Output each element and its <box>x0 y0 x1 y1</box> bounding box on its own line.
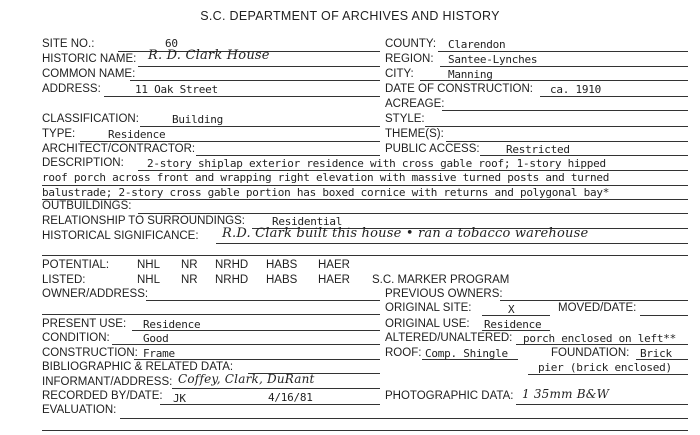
previous-owners-label: PREVIOUS OWNERS: <box>385 288 503 300</box>
previous-owners-underline <box>500 300 688 301</box>
style-label: STYLE: <box>385 113 425 125</box>
architect-underline <box>196 155 380 156</box>
recorded-date-value: 4/16/81 <box>268 391 313 404</box>
city-underline <box>420 80 688 81</box>
listed-haer[interactable]: HAER <box>318 274 350 286</box>
public-access-label: PUBLIC ACCESS: <box>385 143 480 155</box>
common-name-label: COMMON NAME: <box>42 68 136 80</box>
potential-habs[interactable]: HABS <box>266 259 298 271</box>
classification-underline <box>140 126 380 127</box>
acreage-label: ACREAGE: <box>385 98 445 110</box>
common-name-underline <box>130 80 380 81</box>
photographic-data-value: 1 35mm B&W <box>522 387 610 401</box>
historic-name-underline <box>138 66 380 67</box>
description-underline-3 <box>42 199 688 200</box>
recorded-by-underline <box>160 404 380 405</box>
bottom-rule <box>42 430 688 431</box>
evaluation-label: EVALUATION: <box>42 404 117 416</box>
recorded-by-value: JK <box>173 392 186 405</box>
foundation-underline-2 <box>528 374 688 375</box>
region-label: REGION: <box>385 53 434 65</box>
condition-value: Good <box>143 332 169 345</box>
altered-value: porch enclosed on left** <box>523 332 676 345</box>
original-use-value: Residence <box>484 318 542 331</box>
city-label: CITY: <box>385 68 414 80</box>
acreage-underline <box>442 110 688 111</box>
description-line-3: balustrade; 2-story cross gable portion has boxed cornice with returns and polygonal bay* <box>42 186 610 199</box>
original-use-label: ORIGINAL USE: <box>385 318 470 330</box>
historic-name-label: HISTORIC NAME: <box>42 53 137 65</box>
condition-label: CONDITION: <box>42 332 110 344</box>
bibliographic-label: BIBLIOGRAPHIC & RELATED DATA: <box>42 361 234 373</box>
potential-nhl[interactable]: NHL <box>137 259 161 271</box>
original-site-underline <box>482 315 550 316</box>
site-no-label: SITE NO.: <box>42 38 95 50</box>
historic-name-value: R. D. Clark House <box>148 48 270 63</box>
altered-underline <box>516 344 688 345</box>
foundation-value: Brick <box>640 347 672 360</box>
photographic-data-label: PHOTOGRAPHIC DATA: <box>385 390 514 402</box>
theme-label: THEME(S): <box>385 128 444 140</box>
construction-label: CONSTRUCTION: <box>42 347 138 359</box>
historical-significance-underline <box>216 243 688 244</box>
historical-significance-label: HISTORICAL SIGNIFICANCE: <box>42 230 199 242</box>
potential-nr[interactable]: NR <box>181 259 198 271</box>
outbuildings-label: OUTBUILDINGS: <box>42 200 132 212</box>
listed-nrhd[interactable]: NRHD <box>215 274 249 286</box>
foundation-underline <box>636 359 688 360</box>
moved-date-label: MOVED/DATE: <box>558 302 637 314</box>
outbuildings-underline <box>138 213 688 214</box>
theme-underline <box>446 141 688 142</box>
listed-habs[interactable]: HABS <box>266 274 298 286</box>
county-label: COUNTY: <box>385 38 437 50</box>
potential-label: POTENTIAL: <box>42 259 110 271</box>
construction-underline <box>134 359 380 360</box>
page-title: S.C. DEPARTMENT OF ARCHIVES AND HISTORY <box>200 9 500 23</box>
classification-label: CLASSIFICATION: <box>42 113 139 125</box>
original-use-underline <box>482 330 550 331</box>
construction-value: Frame <box>143 347 175 360</box>
county-value: Clarendon <box>448 38 506 51</box>
site-no-value: 60 <box>165 37 178 50</box>
photographic-data-underline <box>516 404 688 405</box>
type-label: TYPE: <box>42 128 76 140</box>
section-divider <box>42 255 688 256</box>
moved-date-underline <box>640 315 688 316</box>
date-construction-label: DATE OF CONSTRUCTION: <box>385 83 534 95</box>
original-site-label: ORIGINAL SITE: <box>385 302 472 314</box>
condition-underline <box>112 344 380 345</box>
recorded-by-label: RECORDED BY/DATE: <box>42 390 163 402</box>
county-underline <box>438 51 688 52</box>
region-value: Santee-Lynches <box>448 53 538 66</box>
public-access-value: Restricted <box>506 143 570 156</box>
original-site-value: X <box>508 303 515 316</box>
owner-address-underline-2 <box>42 314 380 315</box>
description-line-1: 2-story shiplap exterior residence with cross gable roof; 1-story hipped <box>147 157 606 170</box>
description-line-2: roof porch across front and wrapping right elevation with massive turned posts and turned <box>42 171 610 184</box>
relationship-value: Residential <box>272 215 343 228</box>
classification-value: Building <box>172 113 223 126</box>
address-value: 11 Oak Street <box>135 83 218 96</box>
roof-value: Comp. Shingle <box>425 347 508 360</box>
type-value: Residence <box>108 128 166 141</box>
informant-value: Coffey, Clark, DuRant <box>178 372 315 386</box>
historical-significance-value: R.D. Clark built this house • ran a tobacco warehouse <box>222 226 589 241</box>
listed-label: LISTED: <box>42 274 86 286</box>
informant-underline <box>172 388 380 389</box>
foundation-value-2: pier (brick enclosed) <box>538 361 672 374</box>
city-value: Manning <box>448 68 493 81</box>
marker-program-label: S.C. MARKER PROGRAM <box>372 274 510 286</box>
description-label: DESCRIPTION: <box>42 157 124 169</box>
owner-address-underline <box>146 300 380 301</box>
present-use-value: Residence <box>143 318 201 331</box>
evaluation-underline <box>120 418 688 419</box>
listed-nr[interactable]: NR <box>181 274 198 286</box>
potential-nrhd[interactable]: NRHD <box>215 259 249 271</box>
address-underline <box>104 96 380 97</box>
region-underline <box>440 66 688 67</box>
potential-haer[interactable]: HAER <box>318 259 350 271</box>
architect-label: ARCHITECT/CONTRACTOR: <box>42 143 196 155</box>
roof-underline <box>422 359 518 360</box>
address-label: ADDRESS: <box>42 83 101 95</box>
date-construction-underline <box>540 96 688 97</box>
owner-address-label: OWNER/ADDRESS: <box>42 288 149 300</box>
type-underline <box>80 141 380 142</box>
foundation-label: FOUNDATION: <box>551 347 630 359</box>
present-use-label: PRESENT USE: <box>42 318 127 330</box>
public-access-underline <box>480 155 688 156</box>
present-use-underline <box>132 330 380 331</box>
informant-label: INFORMANT/ADDRESS: <box>42 376 173 388</box>
altered-label: ALTERED/UNALTERED: <box>385 332 513 344</box>
roof-label: ROOF: <box>385 347 422 359</box>
date-construction-value: ca. 1910 <box>550 83 601 96</box>
style-underline <box>425 126 688 127</box>
listed-nhl[interactable]: NHL <box>137 274 161 286</box>
relationship-label: RELATIONSHIP TO SURROUNDINGS: <box>42 215 245 227</box>
